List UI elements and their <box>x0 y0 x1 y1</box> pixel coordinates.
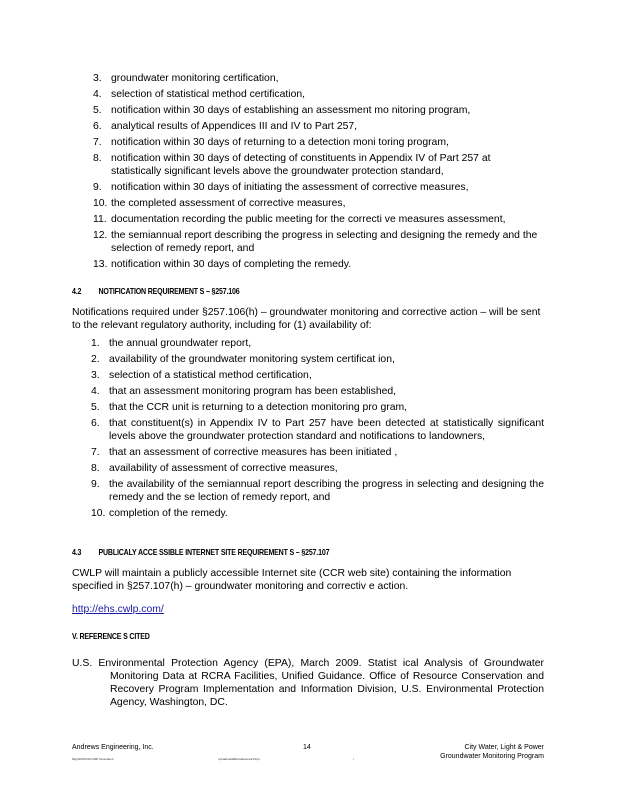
list-item <box>91 446 544 459</box>
footer-file-path: Mpg\\ROPs\Pro\RD Tenecalent <box>72 757 114 761</box>
list-item-text: selection of a statistical method certification, <box>109 370 312 381</box>
list-item-text: documentation recording the public meeting for the correcti ve measures assessment, <box>111 214 506 225</box>
section-number: 4.2 <box>72 287 82 296</box>
list-item-text: notification within 30 days of initiating the assessment of corrective measures, <box>111 182 469 193</box>
notification-records-list <box>93 72 543 274</box>
list-item-text: completion of the remedy. <box>109 508 228 519</box>
list-item-number: 8. <box>93 153 102 164</box>
list-item-text: notification within 30 days of establishing an assessment mo nitoring program, <box>111 105 471 116</box>
reference-entry: U.S. Environmental Protection Agency (EPA), March 2009. Statist ical Analysis of Groundwater Monitoring Data at RCRA Facilities, Unified Guidance. Office of Resource Conservation and Recovery Program Implementation and Information Division, U.S. Environmental Protection Agency, Washington, DC. <box>72 658 544 708</box>
list-item-text: notification within 30 days of completing the remedy. <box>111 259 352 270</box>
list-item-text: that constituent(s) in Appendix IV to Part 257 have been detected at statistically significant levels above the groundwater protection standard and notifications to landowners, <box>109 418 544 442</box>
list-item <box>91 417 544 443</box>
list-item <box>93 213 543 226</box>
list-item <box>93 88 543 101</box>
list-item-text: groundwater monitoring certification, <box>111 73 279 84</box>
footer-marker: i <box>353 757 354 761</box>
footer-company: Andrews Engineering, Inc. <box>72 744 154 751</box>
list-item-text: that the CCR unit is returning to a detection monitoring pro gram, <box>109 402 408 413</box>
list-item-text: notification within 30 days of returning to a detection moni toring program, <box>111 137 449 148</box>
list-item-number: 5. <box>93 105 102 116</box>
list-item <box>93 152 543 178</box>
list-item <box>91 462 544 475</box>
list-item <box>93 258 543 271</box>
list-item-number: 10. <box>91 508 106 519</box>
list-item <box>91 369 544 382</box>
list-item-number: 9. <box>93 182 102 193</box>
footer-client: City Water, Light & Power <box>464 744 544 751</box>
list-item-number: 12. <box>93 230 108 241</box>
list-item <box>91 353 544 366</box>
list-item-number: 4. <box>91 386 100 397</box>
list-item <box>93 104 543 117</box>
list-item <box>93 72 543 85</box>
list-item <box>91 478 544 504</box>
list-item <box>91 507 544 520</box>
list-item-text: availability of the groundwater monitoring system certificat ion, <box>109 354 395 365</box>
list-item <box>93 197 543 210</box>
list-item-text: the annual groundwater report, <box>109 338 252 349</box>
section-title: NOTIFICATION REQUIREMENT S – §257.106 <box>98 287 240 296</box>
section-4-3-heading <box>72 548 329 557</box>
section-4-2-heading <box>72 287 240 296</box>
section-4-2-intro: Notifications required under §257.106(h) – groundwater monitoring and corrective action – will be sent to the relevant regulatory authority, including for (1) availability of: <box>72 307 541 331</box>
section-4-3-body: CWLP will maintain a publicly accessible Internet site (CCR web site) containing the information specified in §257.107(h) – groundwater monitoring and correctiv e action. <box>72 568 512 592</box>
list-item <box>93 136 543 149</box>
cwlp-website-link[interactable]: http://ehs.cwlp.com/ <box>72 604 164 615</box>
list-item-number: 6. <box>91 418 100 429</box>
list-item-number: 3. <box>93 73 102 84</box>
list-item-number: 10. <box>93 198 108 209</box>
footer-page-number: 14 <box>303 744 311 751</box>
list-item-text: selection of statistical method certification, <box>111 89 306 100</box>
list-item-number: 7. <box>91 447 100 458</box>
list-item <box>91 337 544 350</box>
section-number: 4.3 <box>72 548 82 557</box>
list-item-text: notification within 30 days of detecting of constituents in Appendix IV of Part 257 at statistically significant levels above the groundwater protection standard, <box>111 153 491 177</box>
section-title: PUBLICALY ACCE SSIBLE INTERNET SITE REQUIREMENT S – §257.107 <box>98 548 330 557</box>
list-item-number: 8. <box>91 463 100 474</box>
footer-program: Groundwater Monitoring Program <box>440 753 544 760</box>
notification-requirements-list <box>91 337 544 523</box>
list-item-text: that an assessment of corrective measures has been initiated , <box>109 447 398 458</box>
list-item-number: 6. <box>93 121 102 132</box>
list-item-number: 1. <box>91 338 100 349</box>
list-item-number: 13. <box>93 259 108 270</box>
list-item-number: 7. <box>93 137 102 148</box>
list-item-number: 11. <box>93 214 107 225</box>
list-item-number: 3. <box>91 370 100 381</box>
list-item-text: the semiannual report describing the progress in selecting and designing the remedy and the selection of remedy report, and <box>111 230 538 254</box>
list-item-text: that an assessment monitoring program has been established, <box>109 386 397 397</box>
list-item-text: availability of assessment of corrective measures, <box>109 463 338 474</box>
list-item-number: 4. <box>93 89 102 100</box>
footer-doc-id: rpCaatrodaRDetodtoonetrvSrpt <box>218 757 260 761</box>
list-item-number: 9. <box>91 479 100 490</box>
list-item <box>91 385 544 398</box>
list-item-number: 2. <box>91 354 100 365</box>
list-item-text: the completed assessment of corrective measures, <box>111 198 346 209</box>
references-heading: V. REFERENCE S CITED <box>72 632 150 641</box>
list-item-number: 5. <box>91 402 100 413</box>
list-item <box>93 181 543 194</box>
list-item <box>91 401 544 414</box>
list-item-text: analytical results of Appendices III and IV to Part 257, <box>111 121 358 132</box>
list-item <box>93 120 543 133</box>
list-item-text: the availability of the semiannual report describing the progress in selecting and designing the remedy and the se lection of remedy report, and <box>109 479 544 503</box>
list-item <box>93 229 543 255</box>
